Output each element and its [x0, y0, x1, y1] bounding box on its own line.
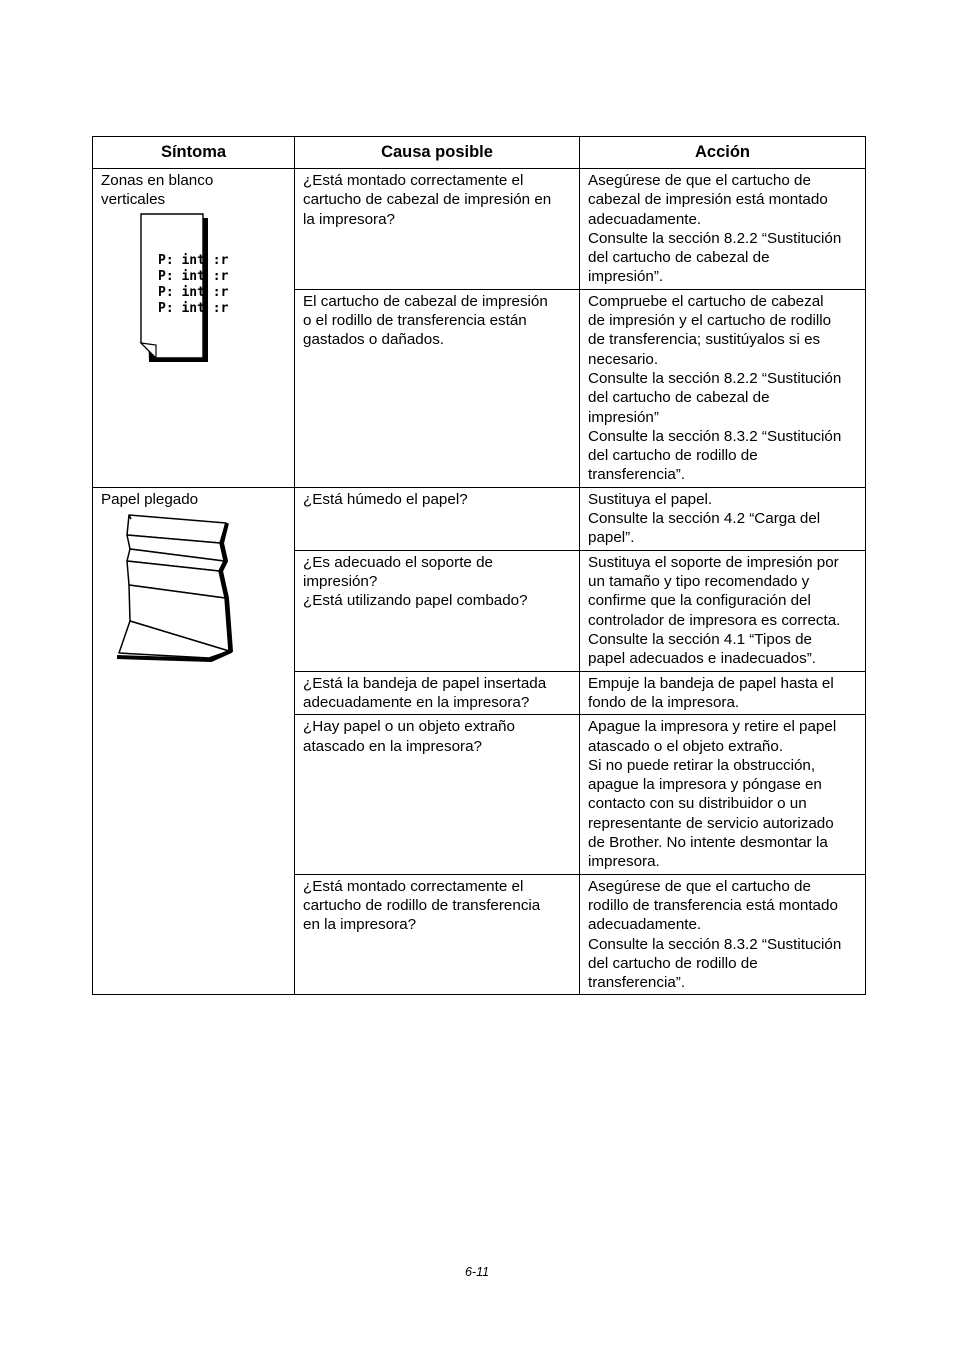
action-cell: Compruebe el cartucho de cabezal de impresión y el cartucho de rodillo de transferencia; sustitúyalos si es necesario. Consulte la sección 8.2.2 “Sustitución del cartucho de cabezal de impresión” Consulte la sección 8.3.2 “Sustitución del cartucho de rodillo de transferencia”. [580, 289, 866, 487]
table-row [93, 487, 866, 550]
header-action: Acción [580, 137, 866, 169]
print-sample-line: P: int :r [158, 268, 229, 284]
cause-cell: ¿Hay papel o un objeto extraño atascado en la impresora? [295, 715, 580, 874]
cause-cell: ¿Está húmedo el papel? [295, 487, 580, 550]
troubleshooting-table [92, 136, 866, 995]
action-cell: Sustituya el soporte de impresión por un tamaño y tipo recomendado y confirme que la configuración del controlador de impresora es correcta. Consulte la sección 4.1 “Tipos de papel adecuados e inadecuados”. [580, 550, 866, 671]
symptom-label: Papel plegado [101, 490, 199, 508]
print-sample-line: P: int :r [158, 252, 229, 268]
cause-cell: ¿Está montado correctamente el cartucho de cabezal de impresión en la impresora? [295, 169, 580, 290]
cause-cell: ¿Está la bandeja de papel insertada adecuadamente en la impresora? [295, 671, 580, 715]
table-header-row [93, 137, 866, 169]
page-number: 6-11 [464, 1265, 490, 1279]
symptom-cell [93, 169, 295, 488]
symptom-label: Zonas en blanco verticales [101, 172, 214, 209]
symptom-cell [93, 487, 295, 995]
cause-cell: El cartucho de cabezal de impresión o el rodillo de transferencia están gastados o dañados. [295, 289, 580, 487]
vertical-blank-print-sample-icon [101, 214, 229, 364]
action-cell: Empuje la bandeja de papel hasta el fondo de la impresora. [580, 671, 866, 715]
action-cell: Sustituya el papel. Consulte la sección 4.2 “Carga del papel”. [580, 487, 866, 550]
folded-paper-icon [101, 513, 231, 673]
print-sample-line: P: int :r [158, 284, 229, 300]
print-sample-line: P: int :r [158, 300, 229, 316]
table-row [93, 169, 866, 290]
cause-cell: ¿Está montado correctamente el cartucho de rodillo de transferencia en la impresora? [295, 874, 580, 995]
header-cause: Causa posible [295, 137, 580, 169]
cause-cell: ¿Es adecuado el soporte de impresión? ¿Está utilizando papel combado? [295, 550, 580, 671]
header-symptom: Síntoma [93, 137, 295, 169]
action-cell: Apague la impresora y retire el papel atascado o el objeto extraño. Si no puede retirar la obstrucción, apague la impresora y póngase en contacto con su distribuidor o un representante de servicio autorizado de Brother. No intente desmontar la impresora. [580, 715, 866, 874]
action-cell: Asegúrese de que el cartucho de rodillo de transferencia está montado adecuadamente. Consulte la sección 8.3.2 “Sustitución del cartucho de rodillo de transferencia”. [580, 874, 866, 995]
action-cell: Asegúrese de que el cartucho de cabezal de impresión está montado adecuadamente. Consulte la sección 8.2.2 “Sustitución del cartucho de cabezal de impresión”. [580, 169, 866, 290]
